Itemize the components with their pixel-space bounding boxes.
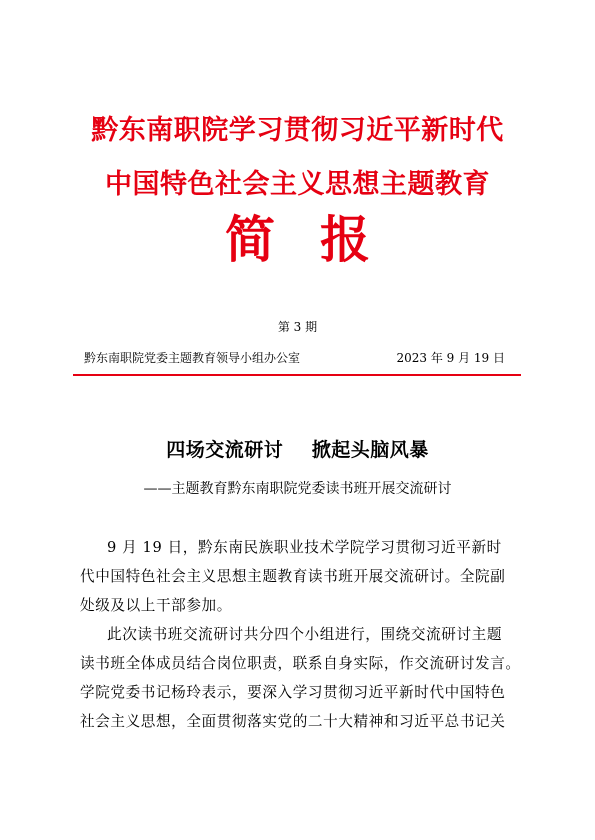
body-paragraph-line: 读书班全体成员结合岗位职责，联系自身实际，作交流研讨发言。 xyxy=(80,655,521,672)
masthead-title xyxy=(0,210,595,269)
issue-number: 第 3 期 xyxy=(277,320,318,334)
body-paragraph-line: 9 月 19 日，黔东南民族职业技术学院学习贯彻习近平新时 xyxy=(107,539,502,556)
masthead-title-char-2: 报 xyxy=(320,210,370,269)
issue-date: 2023 年 9 月 19 日 xyxy=(396,351,505,365)
red-divider-rule xyxy=(73,374,521,376)
body-paragraph-line: 代中国特色社会主义思想主题教育读书班开展交流研讨。全院副 xyxy=(80,568,506,585)
issuing-office: 黔东南职院党委主题教育领导小组办公室 xyxy=(84,351,301,365)
body-paragraph-line: 处级及以上干部参加。 xyxy=(80,597,232,614)
body-paragraph-line: 此次读书班交流研讨共分四个小组进行，围绕交流研讨主题 xyxy=(107,626,503,643)
article-title: 四场交流研讨 掀起头脑风暴 xyxy=(166,439,429,461)
body-paragraph-line: 学院党委书记杨玲表示，要深入学习贯彻习近平新时代中国特色 xyxy=(80,684,506,701)
article-subtitle: ——主题教育黔东南职院党委读书班开展交流研讨 xyxy=(143,481,452,497)
body-paragraph-line: 社会主义思想，全面贯彻落实党的二十大精神和习近平总书记关 xyxy=(80,713,506,730)
masthead-line-1: 黔东南职院学习贯彻习近平新时代 xyxy=(91,115,504,146)
masthead-line-2: 中国特色社会主义思想主题教育 xyxy=(105,169,490,200)
masthead-title-char-1: 简 xyxy=(225,210,275,269)
